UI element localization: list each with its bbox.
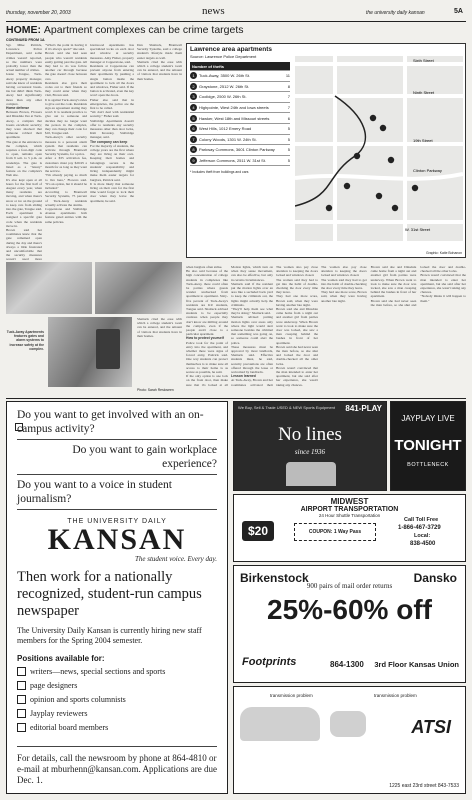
map-marker bbox=[388, 157, 394, 163]
story-paragraph: It's also kept open at all hours for the first half of August every year, when many residents are moving, and when there's snow or ice on the ground to keep cars from sliding into the gate, Tongue said. Each apartment is assigned a specific gate code when the residents move in. bbox=[6, 177, 42, 228]
story-paragraph: They had one more scare, Brown said, when they were having another late night. bbox=[321, 290, 367, 303]
story-paragraph: "We don't deal with residential security," Fisher said. bbox=[90, 110, 134, 119]
table-row: 1 Tuck-Away, 3500 W. 26th St. 11 bbox=[190, 71, 290, 82]
keypad-icon bbox=[96, 329, 120, 369]
story-paragraph: when burglars often strike. bbox=[186, 265, 223, 269]
map-credit: Graphic: Katie Bohanon bbox=[425, 251, 462, 255]
headline bbox=[6, 24, 244, 36]
birk-pairs: 900 pairs of mail order returns bbox=[306, 582, 393, 590]
story-paragraph: Fisher also said that in emergencies, the police are the first to be called. bbox=[90, 97, 134, 111]
story-paragraph: Shattuck cited the ease with which a college student's room can be entered, and the amount of visitors that students have in their homes. bbox=[137, 317, 182, 338]
map-source: Source: Lawrence Police Department bbox=[190, 54, 257, 59]
shuttle-phone1: 1-866-467-3729 bbox=[398, 525, 441, 531]
photo-caption-text: Tuck-Away Apartments features gates and alarm systems to increase safety at the complex. bbox=[6, 330, 44, 351]
checkbox-icon bbox=[17, 667, 26, 676]
story-paragraph: "What's the point in having it if it's always open?" she said. bbox=[45, 43, 87, 52]
story-paragraph: The women also pay close attention to keeping the doors locked and windows closed. bbox=[321, 265, 367, 278]
story-paragraph: Shattuck advised putting motion lights over areas only where the light would alert someone besides the criminal that something was going on, so someone could alert the police. bbox=[231, 315, 273, 345]
kansan-logo-name: KANSAN bbox=[47, 523, 187, 556]
birk-phone: 864-1300 bbox=[330, 660, 364, 669]
table-footnote: * Includes theft from buildings and cars bbox=[190, 169, 249, 174]
story-paragraph: It is against Tuck-Away's rules to give out the code. Residents sign an agreement stating they won't. It is resident practice to give out to someone and decides they no longer want the person in the complex, they can change their code for $10, Tongue said. bbox=[45, 97, 87, 136]
story-paragraph: Brown said she had never seen the man before, so she shut and locked the door and double-checked all the other locks. bbox=[370, 265, 466, 307]
position-item: page designers bbox=[17, 681, 217, 690]
thefts-table bbox=[190, 62, 290, 177]
section-label: HOME: bbox=[6, 24, 41, 36]
photo-lock bbox=[95, 262, 182, 314]
shuttle-price: $20 bbox=[242, 521, 274, 541]
photo-caption bbox=[6, 330, 44, 351]
story-paragraph: Residents also gave their codes out to their friends so they could enter when they visit, Brown said. bbox=[45, 80, 87, 98]
checkbox-icon bbox=[15, 423, 23, 431]
story-paragraph: Glenwood Apartments has specialized locks on each door and window at security measures. Amy Fisher, property manager at Copperstone, said. bbox=[90, 43, 134, 64]
promo-q2: Do you want to gain workplace experience? bbox=[17, 440, 217, 475]
story-paragraph: Dan Shattuck, Brantwell Security Systems, said a college student's lifestyle made them easier targets as well. bbox=[137, 43, 182, 60]
promo-footer: For details, call the newsroom by phone at 864-4810 or e-mail at mburhenn@kansan.com. Applications are due Dec. 1. bbox=[17, 746, 217, 786]
subhead: Home defense bbox=[6, 106, 30, 111]
street-label: Ninth Street bbox=[413, 90, 435, 95]
table-row: 2 Graystone, 2512 W. 26th St. 8 bbox=[190, 82, 290, 93]
theater-marquee-icon bbox=[286, 462, 336, 486]
jayplay-ad bbox=[390, 401, 466, 491]
masthead-date: thursday, november 20, 2003 bbox=[6, 10, 71, 16]
checkbox-icon bbox=[17, 723, 26, 732]
atsi-logo: ATSI bbox=[411, 717, 451, 737]
promo-q3: Do you want to a voice in student journalism? bbox=[17, 475, 217, 510]
story-paragraph: He also said because of the high concentration of college students in complexes like Tuck-Away, there could often be parties where guests wander unchecked from apartment to apartment. Sixty-five percent of Tuck-Away's residents are KU students, Tongue said. Shattuck advised students to be especially cautious when people they don't know are milling around the complex, even if the people aren't close to a particular apartment. bbox=[186, 269, 228, 337]
story-paragraph: Shattuck said if the resident put the motion lights over an area like a secluded back yard to keep the criminals out, the lights might actually help the criminals. bbox=[231, 281, 273, 307]
kansan-logo-top: THE UNIVERSITY DAILY bbox=[67, 518, 167, 525]
story-paragraph: Brown wasn't convinced that the man intended to enter her apartment, but she said after her experience, she wasn't taking any chances. bbox=[276, 365, 318, 387]
map-marker bbox=[376, 193, 382, 199]
street-label: W. 31st Street bbox=[405, 227, 431, 232]
column-1 bbox=[6, 43, 42, 265]
column-4 bbox=[186, 265, 228, 387]
map-marker bbox=[326, 205, 332, 211]
map-marker bbox=[392, 205, 398, 211]
jump-line: CONTINUED FROM 1A bbox=[6, 38, 45, 42]
no-lines-phone: 841-PLAY bbox=[345, 404, 382, 413]
no-lines-top: We Buy, Sell & Trade USED & NEW Sports Equipment bbox=[238, 405, 335, 410]
shuttle-phone2: 838-4500 bbox=[410, 541, 436, 547]
story-paragraph: Between Brown, Flowers and Dinsdale live at Tuck-Away, a complex that boasts excellent security; they were shocked that someone robbed their apartment. bbox=[6, 110, 42, 140]
table-row: 4 Highpointe, West 24th and Iowa streets 7 bbox=[190, 103, 290, 114]
birk-right: Dansko bbox=[413, 571, 457, 585]
story-paragraph: Brown said she and Dinsdale came home from a night out and another girl from parties were underway. When Brown went to look to make sure the door was locked, she saw a man creeping behind the bushes in front of her apartment. bbox=[276, 307, 318, 345]
shuttle-title: MIDWEST bbox=[330, 497, 369, 506]
position-item: opinion and sports columnists bbox=[17, 695, 217, 704]
checkbox-icon bbox=[17, 695, 26, 704]
birk-sale: 25%-60% off bbox=[267, 594, 432, 625]
position-item: writers—news, special sections and sports bbox=[17, 667, 217, 676]
position-item: Jayplay reviewers bbox=[17, 709, 217, 718]
airport-shuttle-ad bbox=[233, 494, 466, 562]
story-paragraph: Shattuck cited the ease with which a college student's room can be entered, and the amount of visitors that students have in their homes. bbox=[137, 59, 182, 81]
masthead-rule bbox=[6, 21, 466, 22]
map-marker bbox=[354, 153, 360, 159]
story-paragraph: The women also pay close attention to keeping the doors locked and windows closed. bbox=[276, 265, 318, 278]
jayplay-title: JAYPLAY LIVE bbox=[401, 414, 455, 423]
shuttle-local: Local: bbox=[414, 533, 431, 539]
column-3c bbox=[137, 317, 182, 387]
table-row: 8 Parkway Commons, 3601 Clinton Parkway 5 bbox=[190, 145, 290, 156]
atsi-label-left: transmission problem bbox=[270, 693, 313, 698]
column-2 bbox=[45, 43, 87, 265]
atsi-transmission-ad bbox=[233, 686, 466, 794]
story-paragraph: According to Brantwell Security Systems, 75 percent of Tuck-Away residents actually activate the alarms. bbox=[45, 190, 87, 207]
no-lines-since: since 1936 bbox=[294, 448, 326, 456]
street-label: Sixth Street bbox=[413, 58, 434, 63]
story-paragraph: Tuck-Away's other security measure is a personal alarm system that residents can activate through Brantwell Security Systems, for a price. bbox=[45, 135, 87, 157]
story-paragraph: Brown wasn't convinced that the man intended to enter her apartment, but she said after her experience, she wasn't taking any chances. bbox=[420, 273, 466, 295]
map-marker bbox=[370, 115, 376, 121]
map-background bbox=[295, 56, 463, 241]
story-paragraph: Motion lights, which turn on when they sense movement, can also be effective, but only in certain circumstances. bbox=[231, 265, 273, 282]
car-silhouette-icon bbox=[240, 707, 320, 741]
story-paragraph: Residents at Copperstone can prevent anyone from entering their apartments by pushing a single button inside the apartment to lock all the doors and windows, Fisher said. If the button is activated, even the key won't open the doors. bbox=[90, 64, 134, 98]
masthead-paper: the university daily kansan bbox=[366, 10, 425, 16]
shuttle-line: 24 Hour Shuttle Transportation bbox=[318, 513, 381, 518]
column-7 bbox=[321, 265, 466, 387]
birk-left: Birkenstock bbox=[240, 571, 309, 585]
story-paragraph: "Nobody thinks it will happen to them." bbox=[420, 294, 466, 303]
no-lines-ad bbox=[233, 401, 387, 491]
table-row: 5 Hawker, West 18th and Missouri streets 6 bbox=[190, 113, 290, 124]
map-marker bbox=[344, 183, 350, 189]
positions-title: Positions available for: bbox=[17, 654, 105, 663]
map-marker bbox=[380, 125, 386, 131]
table-header bbox=[190, 62, 290, 71]
kansan-tagline: The student voice. Every day. bbox=[134, 555, 217, 563]
street-label: 19th Street bbox=[413, 138, 433, 143]
promo-pitch: Then work for a nationally recognized, student-run campus newspaper bbox=[17, 569, 202, 619]
birk-shop: Footprints bbox=[242, 656, 297, 668]
story-paragraph: Brown said she had never seen the man before, so she shut and locked the door and double-checked all the other locks. bbox=[276, 344, 318, 366]
map-marker bbox=[412, 185, 418, 191]
map-title: Lawrence area apartments bbox=[190, 46, 273, 53]
shuttle-coupon: COUPON: 1 Way Pass bbox=[294, 523, 376, 541]
masthead-section: news bbox=[202, 5, 225, 17]
shuttle-sub: AIRPORT TRANSPORTATION bbox=[300, 506, 399, 513]
story-paragraph: The women said they had to get into the habit of double-checking the door every time they leave. bbox=[276, 277, 318, 295]
table-row: 6 West Hills, 1012 Emery Road 5 bbox=[190, 124, 290, 135]
story-paragraph: For the majority of students, the college years are the first where they are living on their own. Keeping their homes and belongings secure is the students' responsibility and living independently might make them easier targets for burglars, Pattrick said. bbox=[90, 143, 134, 182]
kansan-logo bbox=[17, 518, 217, 563]
checkbox-icon bbox=[17, 681, 26, 690]
photo-credit: Photo: Sarah Resloseen bbox=[137, 388, 174, 392]
story-paragraph: These measures must be approved by most landlords, Shattuck said. Effective students must, he said, security precautions are often offered through the lease or welcomed by landlords. bbox=[231, 344, 273, 375]
story-paragraph: The gate at the entrance to the complex, which requires a four-digit code to open, remains open from 9 a.m. to 5 p.m. on weekdays. The gate is listed as a "luxury" feature on the complex's Web site. bbox=[6, 139, 42, 178]
no-lines-title: No lines bbox=[278, 424, 342, 445]
atsi-label-right: transmission problem bbox=[374, 693, 417, 698]
masthead bbox=[6, 7, 466, 21]
subhead: The company can keep bbox=[90, 139, 128, 144]
car-silhouette-icon bbox=[330, 711, 366, 737]
story-paragraph: Stalbridge Apartments doesn't offer to residents any security measures other than door locks, Kim Krossley, Stalbridge manager, said. bbox=[90, 118, 134, 140]
story-paragraph: Copperstone and Stalbridge Avenue apartments both feature gated entries with the same policies. bbox=[45, 206, 87, 224]
street-label: Clinton Parkway bbox=[413, 168, 442, 173]
street-map bbox=[295, 56, 463, 241]
story-paragraph: It is more likely that someone living on their own for the first time would forget to lock their door when they leave the apartment, he said. bbox=[90, 181, 134, 203]
story-paragraph: The women said they had to get into the habit of double-checking the door every time they leave. bbox=[321, 277, 367, 291]
story-paragraph: Brown said her roommates knew that the gate remained open during the day and there's always a little frustrated and uncomfortable that the security measures weren't used more bbox=[6, 227, 42, 262]
column-3 bbox=[90, 43, 134, 265]
photo-gate bbox=[6, 262, 92, 314]
map-graphic bbox=[186, 43, 466, 258]
column-5 bbox=[231, 265, 273, 387]
column-6 bbox=[276, 265, 318, 387]
story-paragraph: "I'm already paying so much to live here," Flowers said. "It's an option, but it should be included." bbox=[45, 173, 87, 190]
table-row: 9 Jefferson Commons, 2511 W. 31st St. 5 bbox=[190, 156, 290, 167]
position-item: editorial board members bbox=[17, 723, 217, 732]
positions-list bbox=[17, 667, 217, 732]
kansan-hiring-ad bbox=[6, 401, 228, 794]
story-paragraph: Sgt. Mike Pattrick, Lawrence Police Department, said some crimes weren't reported, so the numbers were probably lower than the actual number of crimes. bbox=[6, 43, 42, 73]
story-paragraph: At Tuck-Away, Brown and her roommates activated their bbox=[231, 378, 273, 387]
checkbox-icon bbox=[17, 709, 26, 718]
story-paragraph: "They'll help them see what they're doing," Shattuck said. bbox=[231, 307, 273, 316]
story-paragraph: If the only option is one lock on the front door, then make sure that it's locked at all bbox=[186, 374, 228, 387]
birk-addr: 3rd Floor Kansas Union bbox=[374, 660, 459, 669]
story-paragraph: Brown said she and Dinsdale came home from a night out and another girl from parties were underway. When Brown went to look to make sure the door was locked, she saw a man creeping behind the bushes in front of her apartment. bbox=[370, 265, 417, 299]
photo-keypad bbox=[48, 317, 132, 387]
column-3b bbox=[137, 43, 182, 265]
story-paragraph: Jessie Tongue, Tuck-Away property manager, said she knew of residents having occasional break-ins but didn't think Tuck-Away had significantly more than any other complex. bbox=[6, 72, 42, 106]
subhead: Lesson learned bbox=[231, 374, 256, 379]
table-row: 3 Coolidge, 2500 W. 26th St. 7 bbox=[190, 92, 290, 103]
table-header-label: Number of thefts bbox=[192, 63, 224, 69]
jayplay-tonight: TONIGHT bbox=[394, 437, 462, 454]
jayplay-venue: BOTTLENECK bbox=[407, 462, 449, 468]
section-divider bbox=[6, 398, 466, 399]
masthead-page: 5A bbox=[454, 8, 463, 15]
footprints-sale-ad bbox=[233, 565, 466, 683]
table-row: 7 Colony Woods, 1301 W. 24th St. 5 bbox=[190, 135, 290, 146]
promo-q1: Do you want to get involved with an on-campus activity? bbox=[17, 408, 217, 440]
shuttle-call: Call Toll Free bbox=[404, 517, 439, 523]
story-paragraph: Police took for the point of entry into the apartment, and whether there were signs of forced entry, Pattrick said. One way students can protect themselves is to make sure all access to their home is as secure as possible, he said. bbox=[186, 340, 228, 375]
promo-body: The University Daily Kansan is currently hiring new staff members for the Spring 2004 semester. bbox=[17, 626, 202, 645]
story-paragraph: Brown said she had seen people who weren't residents easily getting past the gate. All they had to do was follow another car through because the gate doesn't close between cars. bbox=[45, 51, 87, 81]
atsi-addr: 1225 east 23rd street 843-7533 bbox=[389, 783, 459, 789]
subhead: How to protect yourself bbox=[186, 336, 224, 341]
story-paragraph: After a $35 activation fee, customers must pay $26.95 a month for as long as they want the service. bbox=[45, 156, 87, 174]
headline-text: Apartment complexes can be crime targets bbox=[43, 24, 244, 36]
story-paragraph: They had one more scare, Brown said, when they were having another late night. bbox=[276, 294, 318, 307]
